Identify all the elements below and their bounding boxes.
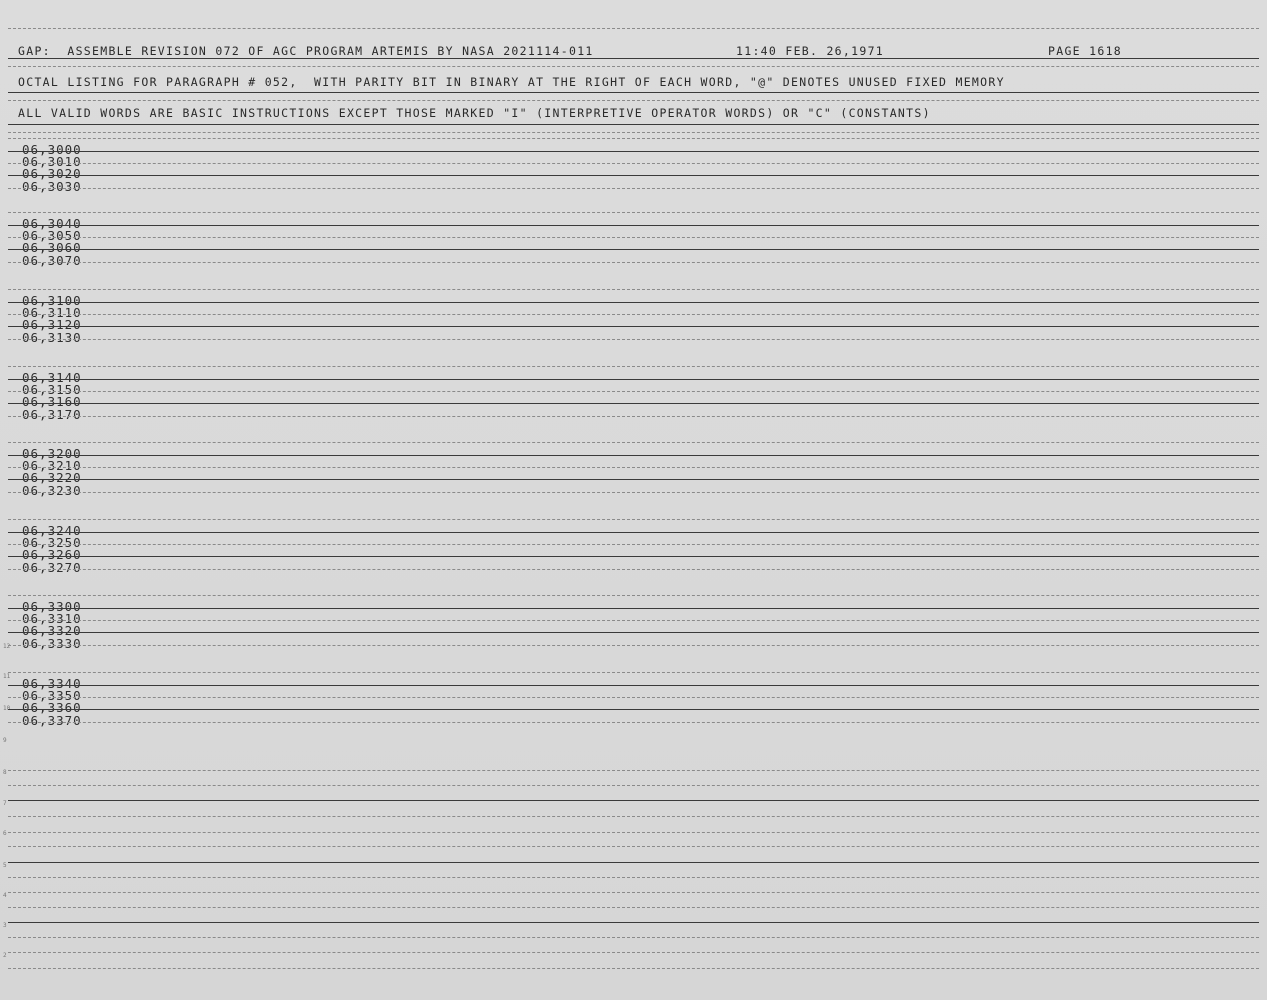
solid-rule — [8, 175, 1259, 176]
dashed-rule — [8, 785, 1259, 786]
row-address: 06,3250 — [22, 535, 82, 551]
dashed-rule — [8, 519, 1259, 520]
solid-rule — [8, 403, 1259, 404]
dashed-rule — [8, 163, 1259, 164]
dashed-rule — [8, 100, 1259, 101]
margin-line-number: 10 — [3, 705, 11, 712]
solid-rule — [8, 532, 1259, 533]
dashed-rule — [8, 816, 1259, 817]
row-address: 06,3170 — [22, 406, 82, 422]
dashed-rule — [8, 569, 1259, 570]
dashed-rule — [8, 832, 1259, 833]
row-address: 06,3130 — [22, 329, 82, 345]
margin-line-number: 5 — [3, 862, 7, 869]
solid-rule — [8, 479, 1259, 480]
row-address: 06,3270 — [22, 559, 82, 575]
dashed-rule — [8, 28, 1259, 29]
dashed-rule — [8, 289, 1259, 290]
header-octal-listing: OCTAL LISTING FOR PARAGRAPH # 052, WITH PARITY BIT IN BINARY AT THE RIGHT OF EACH WORD, "@" DENOTES UNUSED FIXED MEMORY — [18, 75, 1005, 89]
row-address: 06,3360 — [22, 700, 82, 716]
row-address: 06,3310 — [22, 611, 82, 627]
dashed-rule — [8, 544, 1259, 545]
dashed-rule — [8, 212, 1259, 213]
row-address: 06,3160 — [22, 394, 82, 410]
solid-rule — [8, 249, 1259, 250]
row-address: 06,3370 — [22, 712, 82, 728]
header-page-number: PAGE 1618 — [1048, 44, 1123, 58]
dashed-rule — [8, 237, 1259, 238]
dashed-rule — [8, 366, 1259, 367]
margin-line-number: 6 — [3, 830, 7, 837]
row-address: 06,3300 — [22, 599, 82, 614]
dashed-rule — [8, 492, 1259, 493]
solid-rule — [8, 455, 1259, 456]
solid-rule — [8, 709, 1259, 710]
dashed-rule — [8, 467, 1259, 468]
row-address: 06,3200 — [22, 446, 82, 461]
row-address: 06,3320 — [22, 623, 82, 639]
dashed-rule — [8, 416, 1259, 417]
dashed-rule — [8, 314, 1259, 315]
solid-rule — [8, 302, 1259, 303]
row-address: 06,3240 — [22, 523, 82, 538]
header-timestamp: 11:40 FEB. 26,1971 — [736, 44, 885, 58]
dashed-rule — [8, 442, 1259, 443]
solid-rule — [8, 124, 1259, 125]
row-address: 06,3330 — [22, 635, 82, 651]
row-address: 06,3120 — [22, 317, 82, 333]
dashed-rule — [8, 138, 1259, 139]
margin-line-number: 4 — [3, 892, 7, 899]
row-address: 06,3230 — [22, 482, 82, 498]
solid-rule — [8, 151, 1259, 152]
row-address: 06,3000 — [22, 142, 82, 157]
dashed-rule — [8, 188, 1259, 189]
solid-rule — [8, 556, 1259, 557]
dashed-rule — [8, 339, 1259, 340]
solid-rule — [8, 58, 1259, 59]
dashed-rule — [8, 722, 1259, 723]
solid-rule — [8, 326, 1259, 327]
row-address: 06,3260 — [22, 547, 82, 563]
margin-line-number: 9 — [3, 737, 7, 744]
dashed-rule — [8, 672, 1259, 673]
margin-line-number: 12 — [3, 643, 11, 650]
row-address: 06,3210 — [22, 458, 82, 474]
dashed-rule — [8, 907, 1259, 908]
row-address: 06,3100 — [22, 293, 82, 308]
row-address: 06,3030 — [22, 178, 82, 194]
dashed-rule — [8, 937, 1259, 938]
dashed-rule — [8, 645, 1259, 646]
solid-rule — [8, 922, 1259, 923]
row-address: 06,3010 — [22, 154, 82, 170]
header-valid-words-note: ALL VALID WORDS ARE BASIC INSTRUCTIONS EXCEPT THOSE MARKED "I" (INTERPRETIVE OPERATOR WORDS) OR "C" (CONSTANTS) — [18, 106, 931, 120]
row-address: 06,3150 — [22, 382, 82, 398]
solid-rule — [8, 379, 1259, 380]
solid-rule — [8, 862, 1259, 863]
dashed-rule — [8, 620, 1259, 621]
dashed-rule — [8, 391, 1259, 392]
row-address: 06,3040 — [22, 216, 82, 231]
margin-line-number: 11 — [3, 673, 11, 680]
row-address: 06,3110 — [22, 305, 82, 321]
dashed-rule — [8, 770, 1259, 771]
solid-rule — [8, 800, 1259, 801]
margin-line-number: 3 — [3, 922, 7, 929]
row-address: 06,3060 — [22, 240, 82, 256]
dashed-rule — [8, 595, 1259, 596]
row-address: 06,3220 — [22, 470, 82, 486]
solid-rule — [8, 685, 1259, 686]
solid-rule — [8, 608, 1259, 609]
dashed-rule — [8, 952, 1259, 953]
row-address: 06,3070 — [22, 252, 82, 268]
row-address: 06,3340 — [22, 676, 82, 691]
solid-rule — [8, 632, 1259, 633]
row-address: 06,3020 — [22, 166, 82, 182]
dashed-rule — [8, 892, 1259, 893]
dashed-rule — [8, 262, 1259, 263]
solid-rule — [8, 225, 1259, 226]
dashed-rule — [8, 697, 1259, 698]
row-address: 06,3140 — [22, 370, 82, 385]
margin-line-number: 7 — [3, 800, 7, 807]
header-title: GAP: ASSEMBLE REVISION 072 OF AGC PROGRAM ARTEMIS BY NASA 2021114-011 — [18, 44, 594, 58]
margin-line-number: 8 — [3, 769, 7, 776]
solid-rule — [8, 92, 1259, 93]
dashed-rule — [8, 66, 1259, 67]
dashed-rule — [8, 877, 1259, 878]
dashed-rule — [8, 968, 1259, 969]
dashed-rule — [8, 132, 1259, 133]
dashed-rule — [8, 846, 1259, 847]
margin-line-number: 2 — [3, 952, 7, 959]
row-address: 06,3050 — [22, 228, 82, 244]
row-address: 06,3350 — [22, 688, 82, 704]
